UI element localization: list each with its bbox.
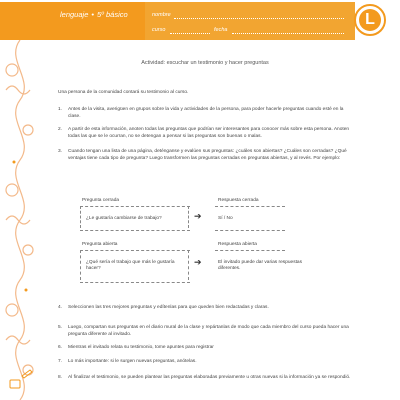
arrow-right-icon: ➔	[194, 257, 202, 267]
item-text: Mientras el invitado relata su testimonio, tome apuntes para registrar	[68, 345, 214, 350]
table-divider	[80, 206, 81, 228]
item-number: 4.	[58, 305, 63, 310]
open-question-text: ¿Qué sería el trabajo que más le gustaría hacer?	[86, 260, 175, 271]
intro-text: Una persona de la comunidad contará su testimonio al curso.	[58, 90, 189, 95]
item-number: 3.	[58, 149, 63, 154]
item-text: A partir de esta información, anoten todas las preguntas que podrían ser interesantes para conocer más sobre esta persona. Anoten todas las que se le ocurran, no se detengan a pensar si las preguntas son buenas o malas.	[68, 127, 350, 139]
item-text: Cuando tengan una lista de una página, deténganse y evalúen sus preguntas: ¿cuáles son abiertas? ¿Cuáles son cerradas? ¿Qué ventajas tiene cada tipo de pregunta? Luego transformen las preguntas cerradas en preguntas abiertas, y al revés. Por ejemplo:	[68, 149, 347, 161]
list-item	[58, 304, 358, 311]
open-answer-text: El invitado puede dar varias respuestas diferentes.	[218, 260, 302, 271]
date-field-line[interactable]	[232, 33, 344, 34]
closed-answer-text: Sí / No	[218, 216, 233, 221]
item-number: 8.	[58, 375, 63, 380]
decorative-swirls-icon	[0, 40, 40, 400]
name-field-label: nombre	[152, 12, 171, 18]
table-divider	[80, 250, 81, 280]
table-divider	[80, 250, 190, 251]
table-divider	[188, 250, 189, 280]
course-field-line[interactable]	[170, 33, 210, 34]
subject-name: lenguaje	[60, 10, 89, 19]
closed-question-text: ¿Le gustaría cambiarse de trabajo?	[86, 216, 162, 221]
item-text: Luego, compartan sus preguntas en el diario mural de la clase y repártanlas de modo que cada miembro del curso pueda hacer una pregunta diferente al invitado.	[68, 325, 349, 337]
table-divider	[188, 206, 189, 228]
list-item	[58, 126, 358, 140]
list-item	[58, 324, 358, 338]
closed-question-heading: Pregunta cerrada	[82, 198, 120, 203]
item-text: Al finalizar el testimonio, se pueden plantear las preguntas elaboradas previamente u otras nuevas si la información ya se respondió.	[68, 375, 351, 380]
open-question-heading: Pregunta abierta	[82, 242, 118, 247]
subject-separator: •	[91, 10, 94, 19]
course-field-label: curso	[152, 27, 166, 33]
list-item	[58, 344, 358, 351]
list-item	[58, 374, 358, 381]
header-bar-left	[0, 2, 145, 40]
item-number: 2.	[58, 127, 63, 132]
item-number: 5.	[58, 325, 63, 330]
table-divider	[215, 230, 285, 231]
subject-logo	[354, 4, 386, 36]
item-number: 7.	[58, 359, 63, 364]
activity-title: Actividad: escuchar un testimonio y hacer preguntas	[141, 60, 269, 66]
list-item	[58, 106, 358, 120]
header-band	[0, 0, 400, 44]
table-divider	[80, 206, 190, 207]
item-text: Lo más importante: si le surgen nuevas preguntas, anótelas.	[68, 359, 197, 364]
arrow-right-icon: ➔	[194, 211, 202, 221]
logo-letter: L	[359, 9, 381, 31]
item-text: Seleccionen las tres mejores preguntas y edítenlas para que queden bien redactadas y claras.	[68, 305, 269, 310]
date-field-label: fecha	[214, 27, 228, 33]
table-divider	[80, 230, 190, 231]
subject-label	[60, 10, 128, 19]
table-divider	[80, 282, 190, 283]
open-answer-heading: Respuesta abierta	[218, 242, 257, 247]
list-item	[58, 358, 358, 365]
grade-name: 5º básico	[97, 10, 128, 19]
item-number: 6.	[58, 345, 63, 350]
table-divider	[215, 206, 285, 207]
list-item	[58, 148, 358, 162]
item-text: Antes de la visita, averigüen en grupos sobre la vida y actividades de la persona, para poder hacerle preguntas cuando esté en la clase.	[68, 107, 344, 119]
closed-answer-heading: Respuesta cerrada	[218, 198, 259, 203]
table-divider	[215, 250, 285, 251]
item-number: 1.	[58, 107, 63, 112]
name-field-line[interactable]	[174, 18, 344, 19]
